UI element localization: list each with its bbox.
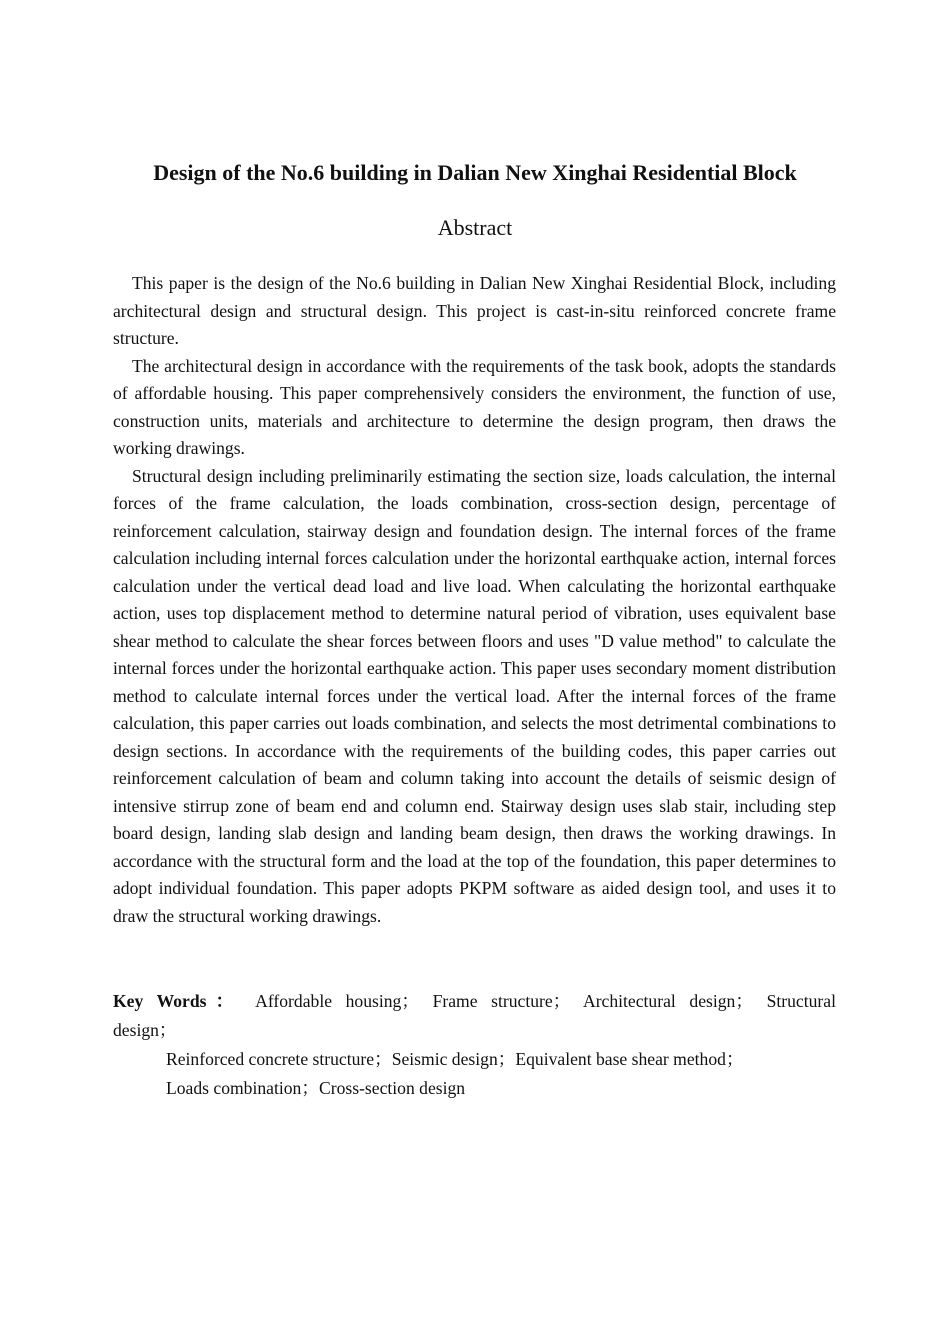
keywords-line-2 (113, 1045, 836, 1074)
keyword-separator: ； (735, 991, 753, 1011)
keyword-separator: ； (497, 1049, 516, 1069)
keyword-item: Structural (766, 991, 836, 1011)
keyword-item: Affordable housing (255, 991, 402, 1011)
keywords-line-3 (113, 1074, 836, 1103)
paper-title: Design of the No.6 building in Dalian New Xinghai Residential Block (153, 160, 797, 185)
keywords-line-1 (113, 987, 836, 1016)
keyword-item: Loads combination (166, 1078, 302, 1098)
keywords-label: Key Words： (113, 991, 243, 1011)
keyword-separator: ； (725, 1049, 744, 1069)
abstract-body (113, 270, 836, 930)
abstract-paragraph-2: The architectural design in accordance with the requirements of the task book, adopts the standards of affordable housing. This paper comprehensively considers the environment, the function of use, construction units, materials and architecture to determine the design program, then draws the working drawings. (113, 355, 836, 458)
abstract-heading: Abstract (437, 215, 513, 240)
keyword-separator: ； (301, 1078, 319, 1098)
keyword-separator: ； (374, 1049, 392, 1069)
keyword-item: Cross-section design (318, 1078, 466, 1098)
keyword-separator: ； (401, 991, 419, 1011)
keyword-item: Seismic design (391, 1049, 498, 1069)
keyword-item: Architectural design (582, 991, 736, 1011)
keyword-item: Frame structure (432, 991, 553, 1011)
keywords-section (113, 987, 836, 1103)
abstract-paragraph-1: This paper is the design of the No.6 building in Dalian New Xinghai Residential Block, including architectural design and structural design. This project is cast-in-situ reinforced concrete frame structure. (113, 273, 836, 348)
keywords-line-1-continued: design； (113, 1020, 177, 1040)
keyword-item: Reinforced concrete structure (166, 1049, 375, 1069)
keyword-separator: ； (552, 991, 571, 1011)
abstract-paragraph-3: Structural design including preliminarily estimating the section size, loads calculation, the internal forces of the frame calculation, the loads combination, cross-section design, percentage of reinforcement calculation, stairway design and foundation design. The internal forces of the frame calculation including internal forces calculation under the horizontal earthquake action, internal forces calculation under the vertical dead load and live load. When calculating the horizontal earthquake action, uses top displacement method to determine natural period of vibration, uses equivalent base shear method to calculate the shear forces between floors and uses "D value method" to calculate the internal forces under the horizontal earthquake action. This paper uses secondary moment distribution method to calculate internal forces under the vertical load. After the internal forces of the frame calculation, this paper carries out loads combination, and selects the most detrimental combinations to design sections. In accordance with the requirements of the building codes, this paper carries out reinforcement calculation of beam and column taking into account the details of seismic design of intensive stirrup zone of beam end and column end. Stairway design uses slab stair, including step board design, landing slab design and landing beam design, then draws the working drawings. In accordance with the structural form and the load at the top of the foundation, this paper determines to adopt individual foundation. This paper adopts PKPM software as aided design tool, and uses it to draw the structural working drawings. (113, 465, 836, 926)
keyword-item: Equivalent base shear method (515, 1049, 726, 1069)
